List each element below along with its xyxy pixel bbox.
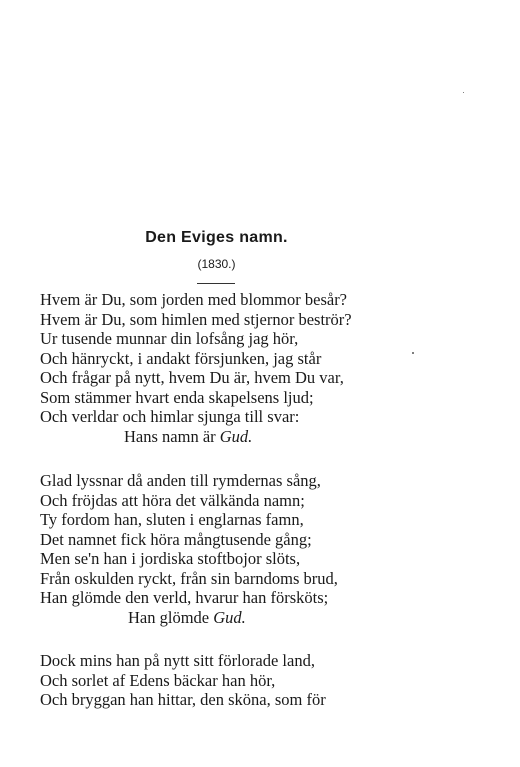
verse-line: Hvem är Du, som jorden med blommor besår? bbox=[40, 290, 348, 309]
verse-line: Som stämmer hvart enda skapelsens ljud; bbox=[40, 387, 314, 407]
stanza-1 bbox=[40, 290, 352, 446]
refrain-text: Han glömde bbox=[128, 607, 214, 627]
verse-line: Dock mins han på nytt sitt förlorade land, bbox=[40, 651, 315, 670]
refrain-line bbox=[40, 427, 352, 447]
verse-line: Ty fordom han, sluten i englarnas famn, bbox=[40, 510, 304, 529]
refrain-line bbox=[40, 608, 338, 628]
refrain-emphasis: Gud. bbox=[219, 426, 253, 446]
refrain-text: Hans namn är bbox=[124, 426, 220, 446]
verse-line: Och frågar på nytt, hvem Du är, hvem Du var, bbox=[40, 368, 344, 387]
verse-line: Och hänryckt, i andakt försjunken, jag står bbox=[40, 348, 322, 368]
verse-line: Hvem är Du, som himlen med stjernor beströr? bbox=[40, 309, 352, 329]
verse-line: Och verldar och himlar sjunga till svar: bbox=[40, 407, 300, 426]
verse-line: Det namnet fick höra mångtusende gång; bbox=[40, 529, 312, 549]
verse-line: Glad lyssnar då anden till rymdernas sång, bbox=[40, 471, 321, 490]
verse-line: Men se'n han i jordiska stoftbojor slöts, bbox=[40, 549, 301, 568]
verse-line: Och bryggan han hittar, den sköna, som för bbox=[40, 690, 326, 709]
poem-title: Den Eviges namn. bbox=[145, 229, 288, 246]
verse-line: Och sorlet af Edens bäckar han hör, bbox=[40, 670, 276, 690]
stanza-3 bbox=[40, 651, 326, 710]
print-speck bbox=[463, 92, 464, 93]
verse-line: Från oskulden ryckt, från sin barndoms brud, bbox=[40, 568, 338, 588]
refrain-emphasis: Gud. bbox=[213, 607, 246, 627]
print-speck bbox=[412, 352, 414, 354]
stanza-2 bbox=[40, 471, 338, 627]
verse-line: Han glömde den verld, hvarur han försköts; bbox=[40, 588, 329, 607]
verse-line: Ur tusende munnar din lofsång jag hör, bbox=[40, 329, 299, 348]
title-divider bbox=[197, 283, 235, 284]
poem-year: (1830.) bbox=[197, 257, 236, 271]
verse-line: Och fröjdas att höra det välkända namn; bbox=[40, 490, 305, 510]
